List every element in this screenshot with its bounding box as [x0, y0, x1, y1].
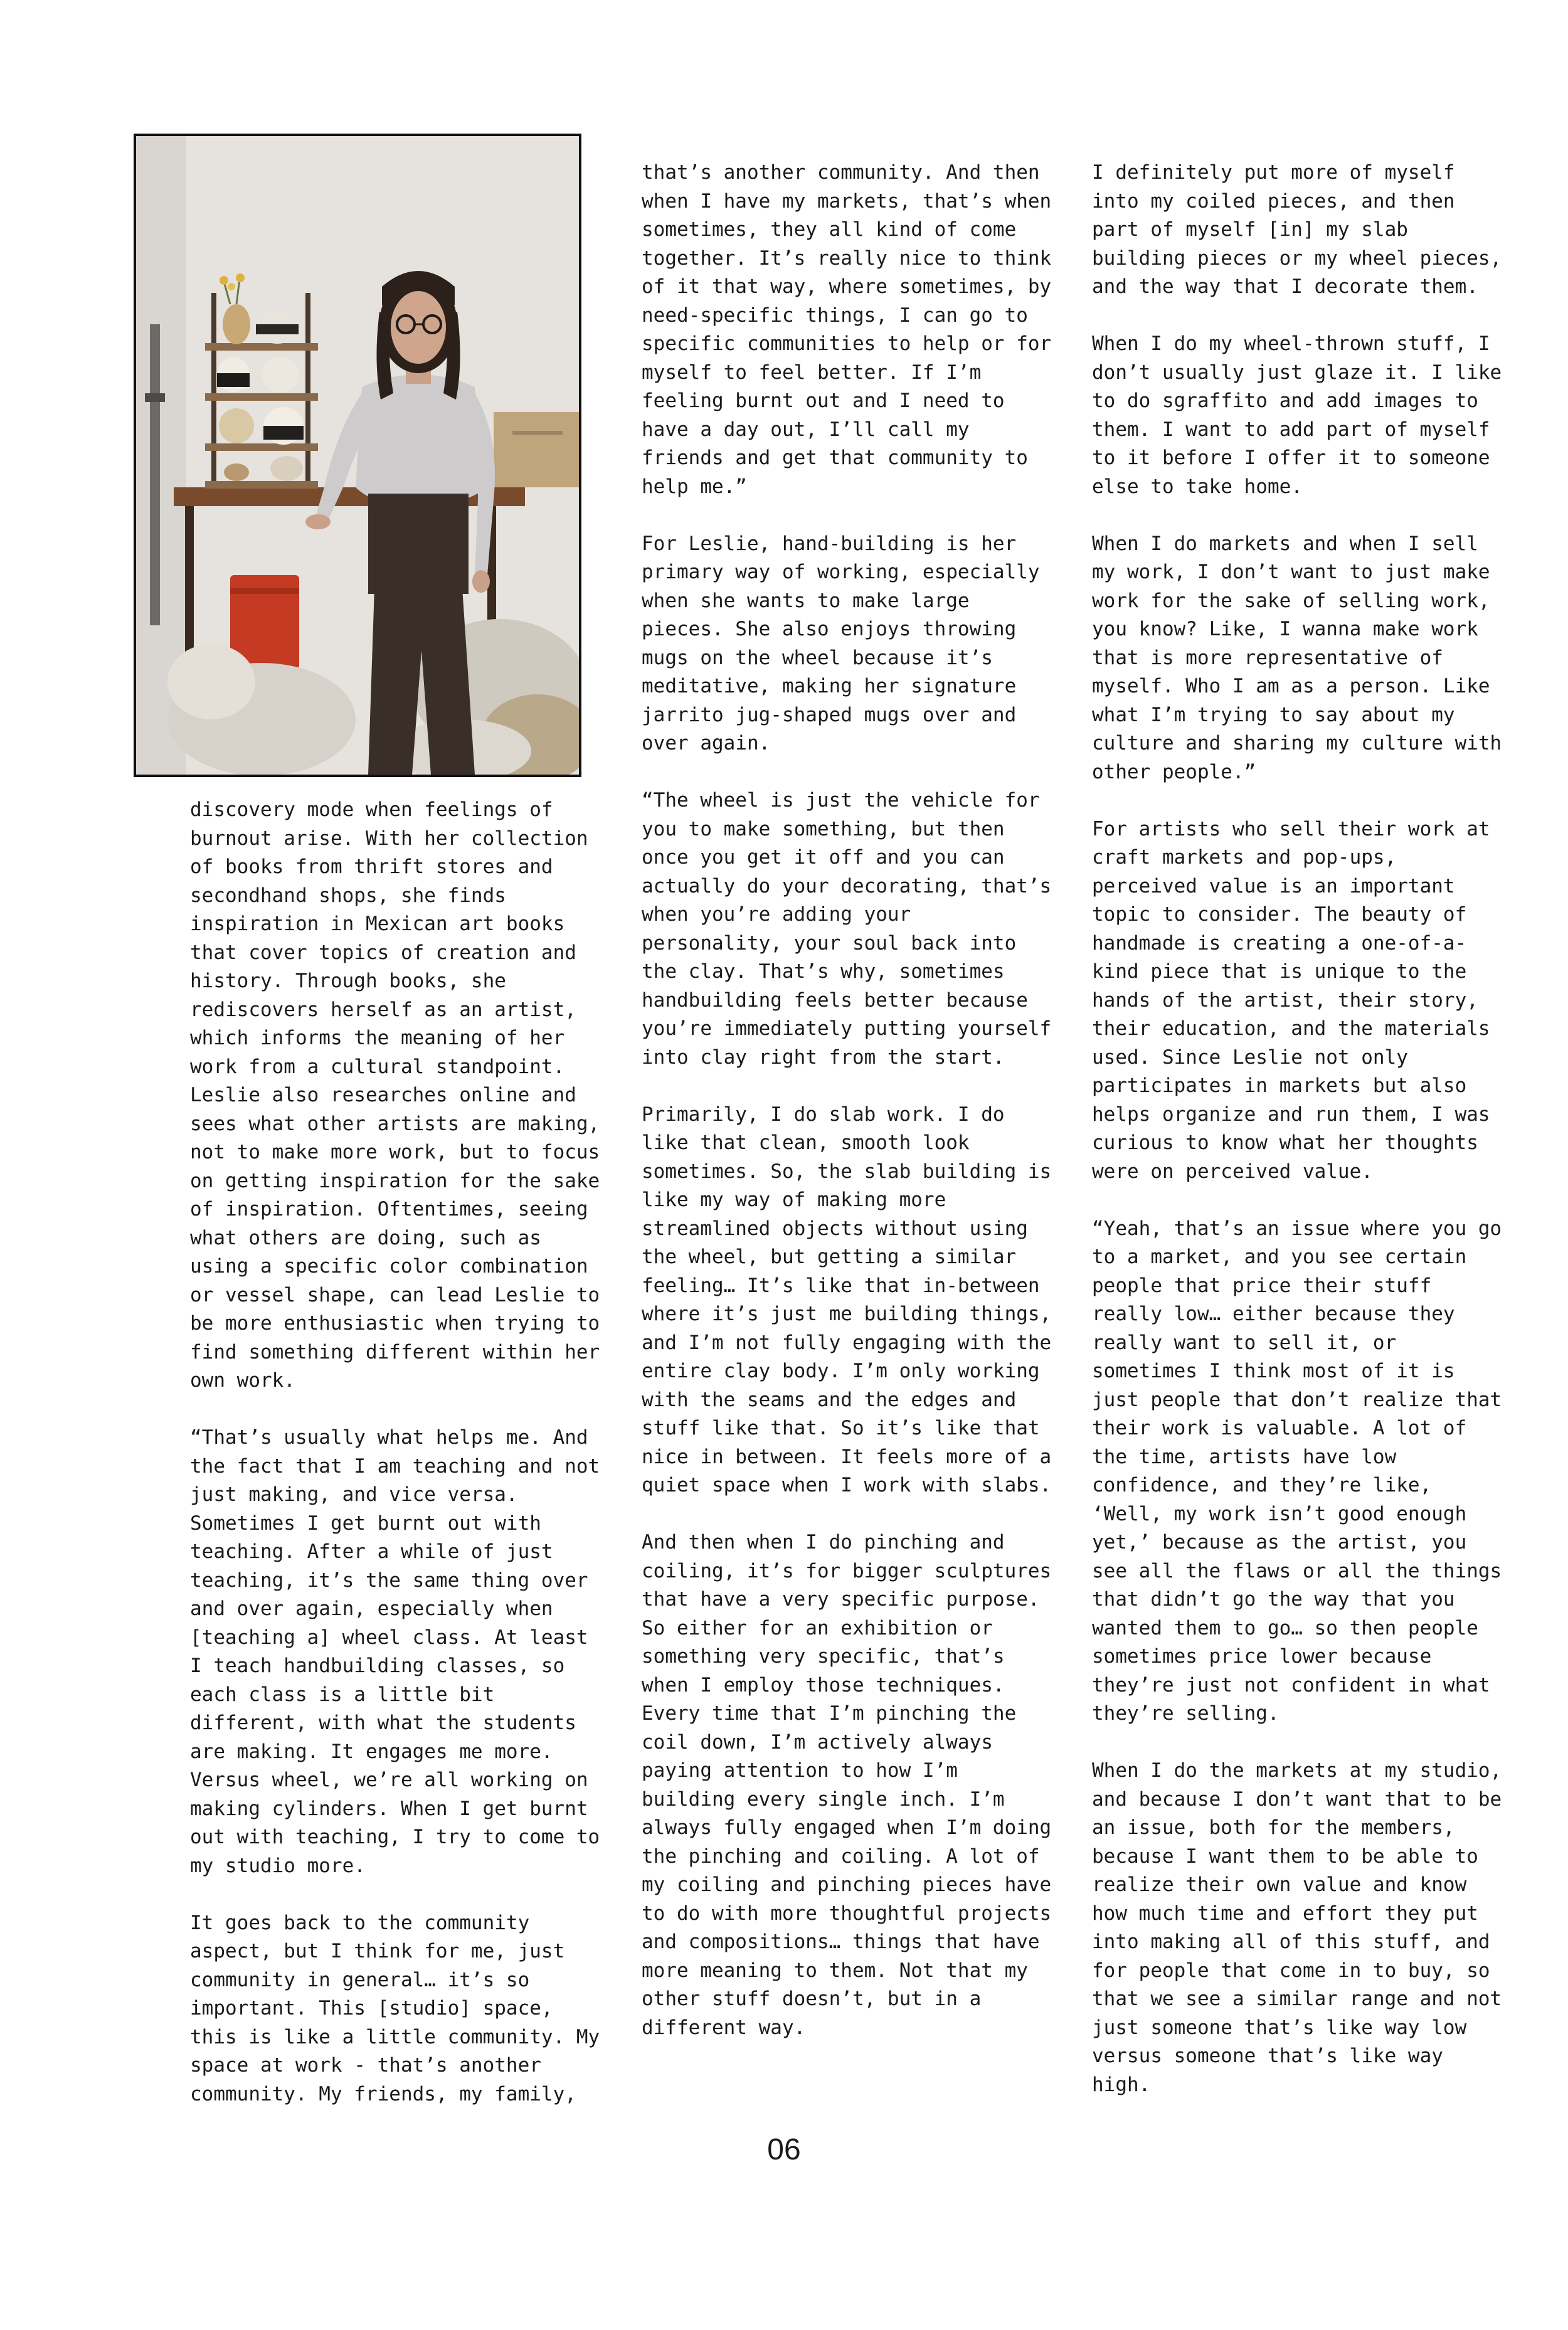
paragraph: When I do the markets at my studio, and because I don’t want that to be an issue, both for the members, because I want them to be able to realize their own value and know how much time and effort they put into making all of this stuff, and for people that come in to buy, so that we see a similar range and not just someone that’s like way low versus someone that’s like way high.: [1092, 1759, 1502, 2096]
text-column-3: [1092, 159, 1511, 2099]
paragraph: For Leslie, hand-building is her primary way of working, especially when she wants to make large pieces. She also enjoys throwing mugs on the wheel because it’s meditative, making her signature jarrito jug-shaped mugs over and over again.: [642, 532, 1040, 755]
portrait-photo: [134, 134, 581, 777]
paragraph: When I do markets and when I sell my work, I don’t want to just make work for the sake of selling work, you know? Like, I wanna make work that is more representative of myself. Who I am as a person. Like what I’m trying to say about my culture and sharing my culture with other people.”: [1092, 532, 1502, 783]
paragraph: It goes back to the community aspect, but I think for me, just community in general… it’s so important. This [studio] space, this is like a little community. My space at work - that’s another community. My friends, my family,: [190, 1911, 600, 2105]
paragraph: For artists who sell their work at craft markets and pop-ups, perceived value is an important topic to consider. The beauty of handmade is creating a one-of-a-kind piece that is unique to the hands of the artist, their story, their education, and the materials used. Since Leslie not only participates in markets but also helps organize and run them, I was curious to know what her thoughts were on perceived value.: [1092, 817, 1490, 1183]
paragraph: that’s another community. And then when I have my markets, that’s when sometimes, they all kind of come together. It’s really nice to think of it that way, where sometimes, by need-specific things, I can go to specific communities to help or for myself to feel better. If I’m feeling burnt out and I need to have a day out, I’ll call my friends and get that community to help me.”: [642, 161, 1052, 498]
paragraph: discovery mode when feelings of burnout arise. With her collection of books from thrift stores and secondhand shops, she finds inspiration in Mexican art books that cover topics of creation and history. Through books, she rediscovers herself as an artist, which informs the meaning of her work from a cultural standpoint. Leslie also researches online and sees what other artists are making, not to make more work, but to focus on getting inspiration for the sake of inspiration. Oftentimes, seeing what others are doing, such as using a specific color combination or vessel shape, can lead Leslie to be more enthusiastic when trying to find something different within her own work.: [190, 798, 600, 1392]
paragraph: And then when I do pinching and coiling, it’s for bigger sculptures that have a very specific purpose. So either for an exhibition or something very specific, that’s when I employ those techniques. Every time that I’m pinching the coil down, I’m actively always paying attention to how I’m building every single inch. I’m always fully engaged when I’m doing the pinching and coiling. A lot of my coiling and pinching pieces have to do with more thoughtful projects and compositions… things that have more meaning to them. Not that my other stuff doesn’t, but in a different way.: [642, 1531, 1052, 2039]
paragraph: When I do my wheel-thrown stuff, I don’t usually just glaze it. I like to do sgraffito and add images to them. I want to add part of myself to it before I offer it to someone else to take home.: [1092, 332, 1502, 498]
page-number: 06: [767, 2133, 801, 2166]
paragraph: Primarily, I do slab work. I do like that clean, smooth look sometimes. So, the slab building is like my way of making more streamlined objects without using the wheel, but getting a similar feeling… It’s like that in-between where it’s just me building things, and I’m not fully engaging with the entire clay body. I’m only working with the seams and the edges and stuff like that. So it’s like that nice in between. It feels more of a quiet space when I work with slabs.: [642, 1103, 1052, 1496]
text-column-2: [642, 159, 1061, 2042]
paragraph: “The wheel is just the vehicle for you to make something, but then once you get it off and you can actually do your decorating, that’s when you’re adding your personality, your soul back into the clay. That’s why, sometimes handbuilding feels better because you’re immediately putting yourself into clay right from the start.: [642, 789, 1052, 1069]
paragraph: “Yeah, that’s an issue where you go to a market, and you see certain people that price their stuff really low… either because they really want to sell it, or sometimes I think most of it is just people that don’t realize that their work is valuable. A lot of the time, artists have low confidence, and they’re like, ‘Well, my work isn’t good enough yet,’ because as the artist, you see all the flaws or all the things that didn’t go the way that you wanted them to go… so then people sometimes price lower because they’re just not confident in what they’re selling.: [1092, 1217, 1502, 1725]
paragraph: “That’s usually what helps me. And the fact that I am teaching and not just making, and vice versa. Sometimes I get burnt out with teaching. After a while of just teaching, it’s the same thing over and over again, especially when [teaching a] wheel class. At least I teach handbuilding classes, so each class is a little bit different, with what the students are making. It engages me more. Versus wheel, we’re all working on making cylinders. When I get burnt out with teaching, I try to come to my studio more.: [190, 1426, 600, 1877]
portrait-illustration: [136, 136, 579, 775]
text-column-1: [190, 796, 609, 2109]
paragraph: I definitely put more of myself into my coiled pieces, and then part of myself [in] my slab building pieces or my wheel pieces, and the way that I decorate them.: [1092, 161, 1502, 298]
